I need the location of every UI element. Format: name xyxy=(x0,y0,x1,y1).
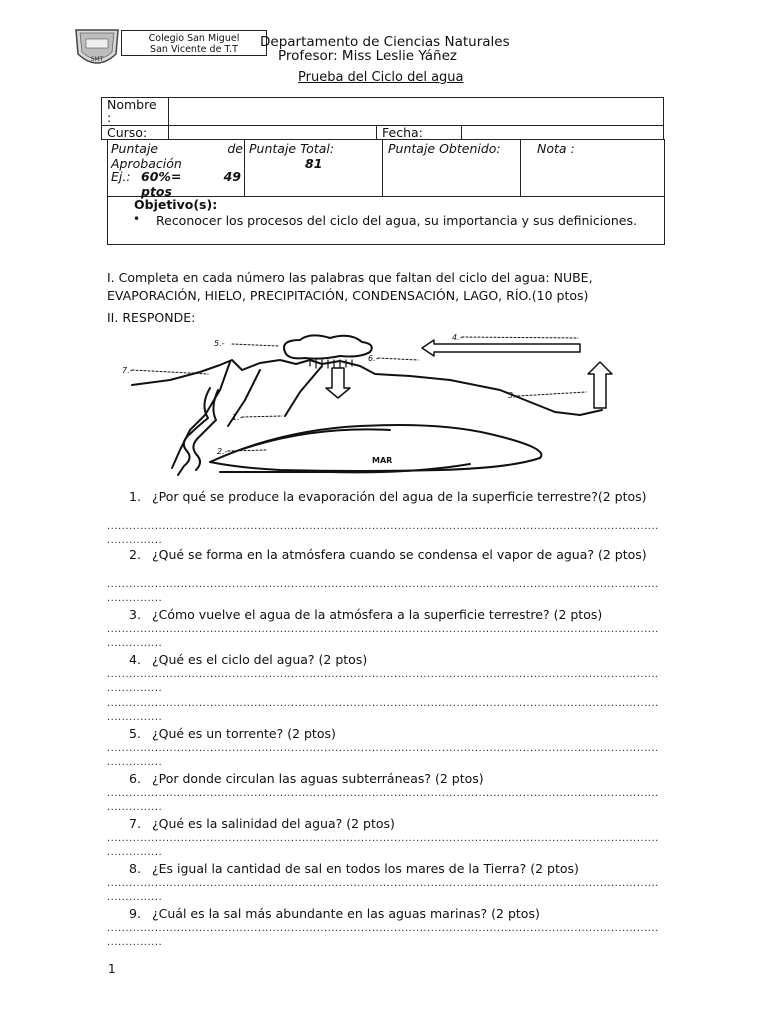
objective-title: Objetivo(s): xyxy=(134,197,218,212)
total-score-cell xyxy=(244,139,383,197)
question-9 xyxy=(107,905,667,922)
question-number: 5. xyxy=(129,726,141,741)
answer-line-9[interactable]: ...................................................................................................................................................... xyxy=(107,923,659,934)
date-label: Fecha: xyxy=(382,125,423,140)
approval-example-value: 60%= 49 ptos xyxy=(141,169,241,199)
approval-score-cell xyxy=(107,139,245,197)
obtained-score-label: Puntaje Obtenido: xyxy=(388,141,501,156)
question-7 xyxy=(107,815,667,832)
answer-line-4a[interactable]: ...................................................................................................................................................... xyxy=(107,669,659,680)
diagram-label-1: 1.- xyxy=(232,413,243,422)
question-4 xyxy=(107,651,667,668)
answer-line-2[interactable]: ...................................................................................................................................................... xyxy=(107,579,659,590)
grade-label: Nota : xyxy=(537,141,575,156)
answer-line-4b[interactable]: ...................................................................................................................................................... xyxy=(107,698,659,709)
approval-example-prefix: Ej.: xyxy=(111,169,131,184)
diagram-label-4: 4.- xyxy=(452,333,463,342)
answer-line-5[interactable]: ...................................................................................................................................................... xyxy=(107,743,659,754)
diagram-label-7: 7.- xyxy=(122,366,133,375)
name-label: Nombre : xyxy=(107,97,157,125)
question-text: ¿Qué es la salinidad del agua? (2 ptos) xyxy=(152,816,395,831)
page-title: Prueba del Ciclo del agua xyxy=(298,70,464,85)
name-label-cell xyxy=(101,97,169,126)
question-number: 3. xyxy=(129,607,141,622)
professor-name: Profesor: Miss Leslie Yáñez xyxy=(278,48,458,64)
school-name: Colegio San Miguel xyxy=(148,33,240,44)
diagram-label-5: 5.- xyxy=(214,339,225,348)
date-label-cell xyxy=(376,125,462,140)
diagram-sea-label: MAR xyxy=(372,456,393,465)
question-number: 9. xyxy=(129,906,141,921)
name-field[interactable] xyxy=(168,97,664,126)
answer-line-3[interactable]: ...................................................................................................................................................... xyxy=(107,624,659,635)
department-title: Departamento de Ciencias Naturales xyxy=(260,34,510,50)
total-score-value: 81 xyxy=(305,156,323,171)
diagram-label-3: 3.- xyxy=(508,391,519,400)
svg-text:SMT: SMT xyxy=(90,56,104,63)
grade-cell xyxy=(520,139,665,197)
question-text: ¿Por qué se produce la evaporación del agua de la superficie terrestre?(2 ptos) xyxy=(152,489,647,504)
obtained-score-cell xyxy=(382,139,521,197)
diagram-label-6: 6.- xyxy=(368,354,379,363)
question-number: 7. xyxy=(129,816,141,831)
answer-line-8-cont[interactable]: ............... xyxy=(107,892,163,903)
course-label: Curso: xyxy=(107,125,148,140)
course-field[interactable] xyxy=(168,125,377,140)
answer-line-4b-cont[interactable]: ............... xyxy=(107,712,163,723)
question-text: ¿Qué es el ciclo del agua? (2 ptos) xyxy=(152,652,368,667)
answer-line-3-cont[interactable]: ............... xyxy=(107,638,163,649)
answer-line-7-cont[interactable]: ............... xyxy=(107,847,163,858)
question-number: 8. xyxy=(129,861,141,876)
answer-line-6-cont[interactable]: ............... xyxy=(107,802,163,813)
diagram-label-2: 2.- xyxy=(217,447,228,456)
question-1 xyxy=(107,488,667,505)
question-number: 4. xyxy=(129,652,141,667)
water-cycle-diagram xyxy=(110,330,630,478)
answer-line-1[interactable]: ...................................................................................................................................................... xyxy=(107,521,659,532)
bullet-icon: • xyxy=(133,212,141,226)
question-text: ¿Por donde circulan las aguas subterráneas? (2 ptos) xyxy=(152,771,484,786)
page-number: 1 xyxy=(108,962,116,976)
answer-line-2-cont[interactable]: ............... xyxy=(107,593,163,604)
question-text: ¿Es igual la cantidad de sal en todos los mares de la Tierra? (2 ptos) xyxy=(152,861,579,876)
question-2 xyxy=(107,546,667,563)
question-text: ¿Qué es un torrente? (2 ptos) xyxy=(152,726,336,741)
objective-text: Reconocer los procesos del ciclo del agua, su importancia y sus definiciones. xyxy=(156,213,637,228)
question-text: ¿Cómo vuelve el agua de la atmósfera a la superficie terrestre? (2 ptos) xyxy=(152,607,603,622)
question-number: 2. xyxy=(129,547,141,562)
approval-score-label: Puntaje de Aprobación xyxy=(111,141,243,171)
objective-cell xyxy=(107,196,665,245)
school-location: San Vicente de T.T xyxy=(150,44,238,55)
answer-line-8[interactable]: ...................................................................................................................................................... xyxy=(107,878,659,889)
section-2-heading: II. RESPONDE: xyxy=(107,310,196,325)
answer-line-1-cont[interactable]: ............... xyxy=(107,535,163,546)
question-8 xyxy=(107,860,667,877)
section-1-instructions: I. Completa en cada número las palabras que faltan del ciclo del agua: NUBE, EVAPORACIÓN, HIELO, PRECIPITACIÓN, CONDENSACIÓN, LAGO, RÍO.(10 ptos) xyxy=(107,270,593,303)
question-text: ¿Qué se forma en la atmósfera cuando se condensa el vapor de agua? (2 ptos) xyxy=(152,547,647,562)
question-text: ¿Cuál es la sal más abundante en las aguas marinas? (2 ptos) xyxy=(152,906,540,921)
question-6 xyxy=(107,770,667,787)
answer-line-7[interactable]: ...................................................................................................................................................... xyxy=(107,833,659,844)
answer-line-6[interactable]: ...................................................................................................................................................... xyxy=(107,788,659,799)
question-5 xyxy=(107,725,667,742)
school-logo xyxy=(72,26,122,72)
school-name-box xyxy=(121,30,267,56)
answer-line-9-cont[interactable]: ............... xyxy=(107,937,163,948)
answer-line-4a-cont[interactable]: ............... xyxy=(107,683,163,694)
question-number: 6. xyxy=(129,771,141,786)
answer-line-5-cont[interactable]: ............... xyxy=(107,757,163,768)
course-label-cell xyxy=(101,125,169,140)
question-number: 1. xyxy=(129,489,141,504)
question-3 xyxy=(107,606,667,623)
date-field[interactable] xyxy=(461,125,664,140)
total-score-label: Puntaje Total: xyxy=(249,141,335,156)
